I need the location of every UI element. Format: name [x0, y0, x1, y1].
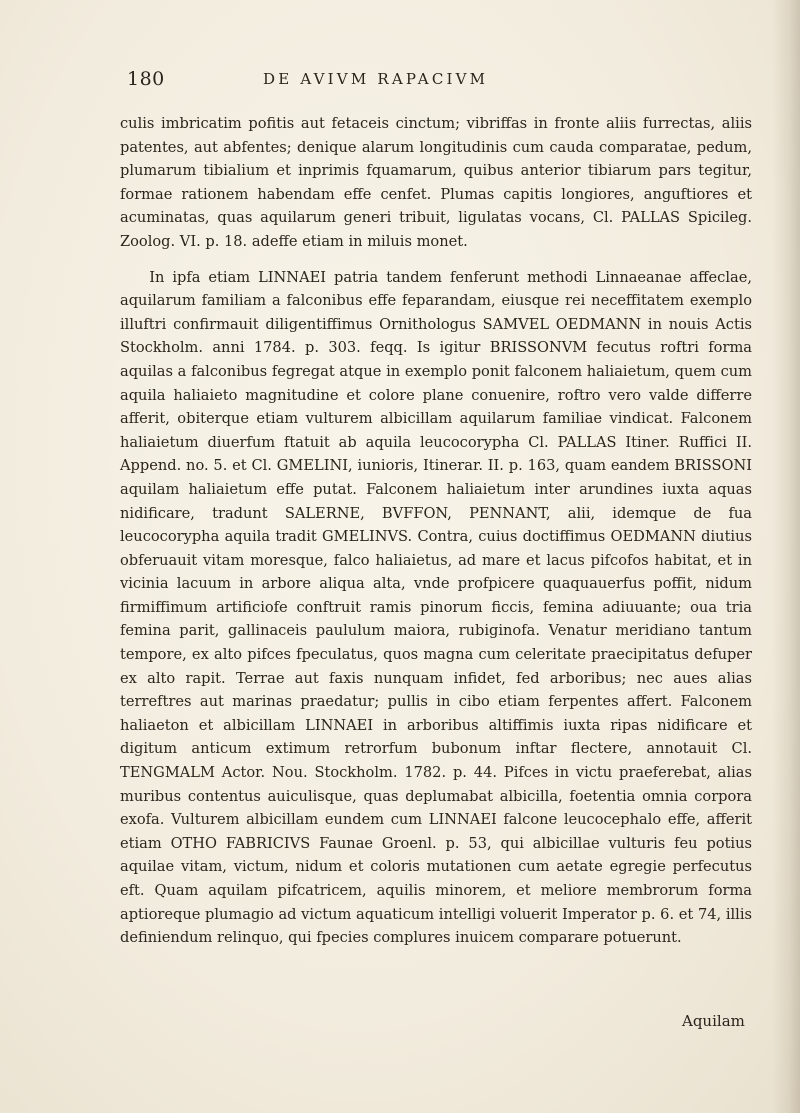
running-title: DE AVIVM RAPACIVM	[263, 70, 489, 88]
catchword: Aquilam	[682, 1012, 745, 1030]
page-header	[127, 68, 747, 98]
paragraph-1: culis imbricatim pofitis aut fetaceis cinctum; vibriffas in fronte aliis furrectas, aliis patentes, aut abfentes; denique alarum longitudinis cum cauda comparatae, pedum, plumarum tibialium et inprimis fquamarum, quibus anterior tibiarum pars tegitur, formae rationem habendam effe cenfet. Plumas capitis longiores, anguftiores et acuminatas, quas aquilarum generi tribuit, ligulatas vocans, Cl. PALLAS Spicileg. Zoolog. VI. p. 18. adeffe etiam in miluis monet.	[120, 115, 752, 250]
page-edge-shadow	[772, 0, 800, 1113]
body-text	[120, 112, 752, 950]
paragraph-2: In ipfa etiam LINNAEI patria tandem fenferunt methodi Linnaeanae affeclae, aquilarum familiam a falconibus effe feparandam, eiusque rei neceffitatem exemplo illuftri confirmauit diligentiffimus Ornithologus SAMVEL OEDMANN in nouis Actis Stockholm. anni 1784. p. 303. feqq. Is igitur BRISSONVM fecutus roftri forma aquilas a falconibus fegregat atque in exemplo ponit falconem haliaietum, quem cum aquila haliaieto magnitudine et colore plane conuenire, roftro vero valde differre afferit, obiterque etiam vulturem albicillam aquilarum familiae vindicat. Falconem haliaietum diuerfum ftatuit ab aquila leucocorypha Cl. PALLAS Itiner. Ruffici II. Append. no. 5. et Cl. GMELINI, iunioris, Itinerar. II. p. 163, quam eandem BRISSONI aquilam haliaietum effe putat. Falconem haliaietum inter arundines iuxta aquas nidificare, tradunt SALERNE, BVFFON, PENNANT, alii, idemque de fua leucocorypha aquila tradit GMELINVS. Contra, cuius doctiffimus OEDMANN diutius obferuauit vitam moresque, falco haliaietus, ad mare et lacus pifcofos habitat, et in vicinia lacuum in arbore aliqua alta, vnde profpicere quaquauerfus poffit, nidum firmiffimum artificiofe conftruit ramis pinorum ficcis, femina adiuuante; oua tria femina parit, gallinaceis paululum maiora, rubiginofa. Venatur meridiano tantum tempore, ex alto pifces fpeculatus, quos magna cum celeritate praecipitatus defuper ex alto rapit. Terrae aut faxis nunquam infidet, fed arboribus; nec aues alias terreftres aut marinas praedatur; pullis in cibo etiam ferpentes affert. Falconem haliaeton et albicillam LINNAEI in arboribus altiffimis iuxta ripas nidificare et digitum anticum extimum retrorfum bubonum inftar flectere, annotauit Cl. TENGMALM Actor. Nou. Stockholm. 1782. p. 44. Pifces in victu praeferebat, alias muribus contentus auiculisque, quas deplumabat albicilla, foetentia omnia corpora exofa. Vulturem albicillam eundem cum LINNAEI falcone leucocephalo effe, afferit etiam OTHO FABRICIVS Faunae Groenl. p. 53, qui albicillae vulturis feu potius aquilae vitam, victum, nidum et coloris mutationen cum aetate egregie perfecutus eft. Quam aquilam pifcatricem, aquilis minorem, et meliore membrorum forma aptioreque plumagio ad victum aquaticum intelligi voluerit Imperator p. 6. et 74, illis definiendum relinquo, qui fpecies complures inuicem comparare potuerunt.	[120, 268, 752, 947]
page-number: 180	[127, 68, 165, 90]
